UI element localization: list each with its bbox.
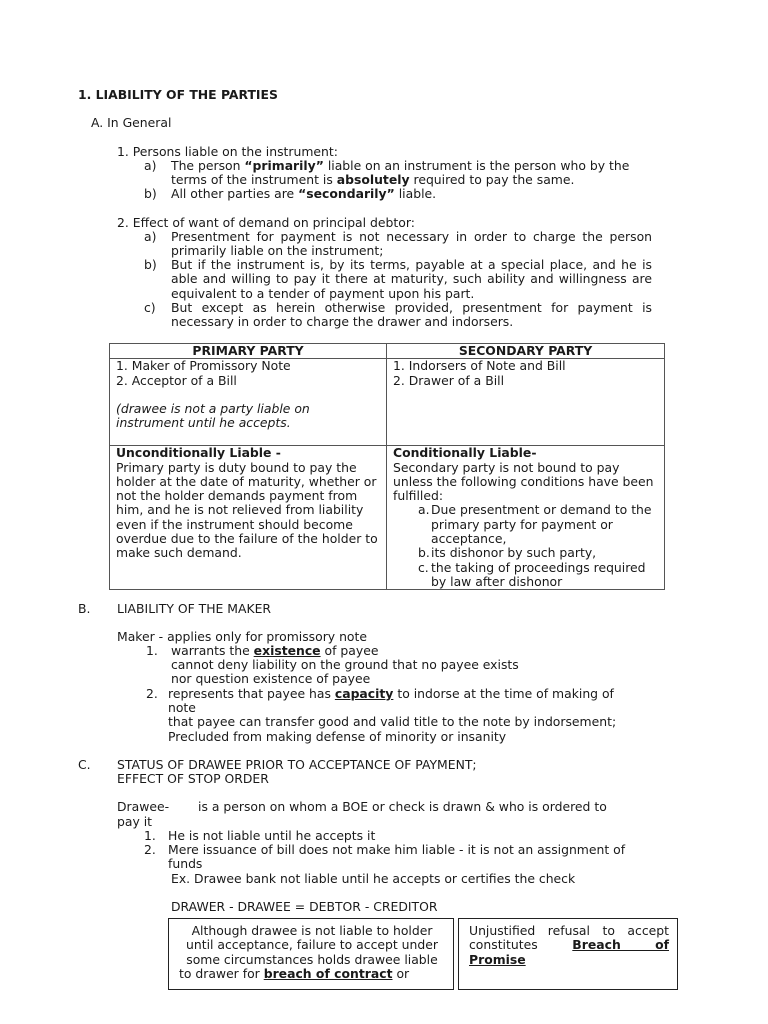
item2-title: 2. Effect of want of demand on principal debtor:: [117, 215, 415, 230]
condition-marker: b.: [418, 545, 430, 561]
condition-marker: a.: [418, 502, 430, 518]
b-p2-line: represents that payee has capacity to indorse at the time of making of: [168, 686, 614, 701]
item2-b-marker: b): [144, 257, 157, 272]
secondary-desc-cell: [387, 446, 665, 590]
condition-item: [393, 503, 658, 546]
item1-b-text: All other parties are “secondarily” liable.: [171, 186, 437, 201]
c-p2-text: Mere issuance of bill does not make him liable - it is not an assignment of: [168, 842, 626, 857]
box2-line: Unjustified refusal to accept: [469, 923, 669, 938]
c-p2-wrap: funds: [168, 856, 203, 871]
b-p2-marker: 2.: [146, 686, 158, 701]
box2-line: Promise: [469, 952, 526, 967]
secondary-list-item: 2. Drawer of a Bill: [393, 372, 505, 388]
condition-item: [393, 561, 658, 590]
drawee-label: Drawee-: [117, 799, 170, 814]
liability-table: [109, 343, 665, 590]
page-heading: 1. LIABILITY OF THE PARTIES: [78, 87, 278, 102]
item1-b-marker: b): [144, 186, 157, 201]
b-p1-sub: nor question existence of payee: [171, 671, 371, 686]
section-b-letter: B.: [78, 601, 91, 616]
section-c-title2: EFFECT OF STOP ORDER: [117, 771, 269, 786]
item1-a-line1: The person “primarily” liable on an instrument is the person who by the: [171, 158, 630, 173]
condition-text: Due presentment or demand to the primary party for payment or acceptance,: [431, 502, 652, 547]
item2-a-marker: a): [144, 229, 157, 244]
b-p1-marker: 1.: [146, 643, 158, 658]
primary-list-cell: [110, 359, 387, 446]
c-p1-marker: 1.: [144, 828, 156, 843]
table-header-primary: PRIMARY PARTY: [110, 344, 387, 359]
item2-a-text: Presentment for payment is not necessary in order to charge the person primarily liable on the instrument;: [171, 229, 652, 259]
box1-line: Although drawee is not liable to holder: [191, 923, 433, 938]
b-p2-wrap: note: [168, 700, 196, 715]
maker-line: Maker - applies only for promissory note: [117, 629, 367, 644]
secondary-list-item: 1. Indorsers of Note and Bill: [393, 358, 566, 374]
section-a-title: A. In General: [91, 115, 172, 130]
box1-line: until acceptance, failure to accept under: [186, 937, 438, 952]
secondary-title: Conditionally Liable-: [393, 445, 537, 461]
box1-line: to drawer for breach of contract or: [179, 966, 410, 981]
box1-line: some circumstances holds drawee liable: [186, 952, 438, 967]
drawee-example: Ex. Drawee bank not liable until he accepts or certifies the check: [171, 871, 576, 886]
b-p2-sub: Precluded from making defense of minority or insanity: [168, 729, 507, 744]
drawee-definition: is a person on whom a BOE or check is drawn & who is ordered to: [198, 799, 607, 814]
b-p1-line: warrants the existence of payee: [171, 643, 379, 658]
item1-a-marker: a): [144, 158, 157, 173]
item2-c-text: But except as herein otherwise provided, presentment for payment is necessary in order to charge the drawer and indorsers.: [171, 300, 652, 330]
item2-b-text: But if the instrument is, by its terms, payable at a special place, and he is able and willing to pay it there at maturity, such ability and willingness are equivalent to a tender of payment upon his part.: [171, 257, 652, 301]
primary-title: Unconditionally Liable -: [116, 445, 281, 461]
section-c-letter: C.: [78, 757, 91, 772]
primary-desc: Primary party is duty bound to pay the holder at the date of maturity, whether or not the holder demands payment from him, and he is not relieved from liability even if the instrument should become overdue due to the failure of the holder to make such demand.: [116, 459, 378, 561]
section-c-title1: STATUS OF DRAWEE PRIOR TO ACCEPTANCE OF PAYMENT;: [117, 757, 477, 772]
secondary-list-cell: [387, 359, 665, 446]
primary-list-item: 1. Maker of Promissory Note: [116, 358, 291, 374]
c-p2-marker: 2.: [144, 842, 156, 857]
section-b-title: LIABILITY OF THE MAKER: [117, 601, 272, 616]
c-p1-text: He is not liable until he accepts it: [168, 828, 376, 843]
item2-c-marker: c): [144, 300, 156, 315]
condition-text: the taking of proceedings required by law after dishonor: [431, 559, 646, 589]
item1-a-line2: terms of the instrument is absolutely required to pay the same.: [171, 172, 575, 187]
condition-text: its dishonor by such party,: [431, 545, 597, 561]
box2-line: constitutes Breach of: [469, 937, 669, 952]
secondary-desc: Secondary party is not bound to pay unless the following conditions have been fulfilled:: [393, 459, 654, 504]
condition-marker: c.: [418, 559, 429, 575]
item1-title: 1. Persons liable on the instrument:: [117, 144, 338, 159]
condition-item: [393, 546, 658, 560]
b-p2-sub: that payee can transfer good and valid title to the note by indorsement;: [168, 714, 617, 729]
drawer-drawee-equation: DRAWER - DRAWEE = DEBTOR - CREDITOR: [171, 899, 438, 914]
table-header-secondary: SECONDARY PARTY: [387, 344, 665, 359]
primary-desc-cell: [110, 446, 387, 590]
breach-of-promise-box: [458, 918, 678, 990]
primary-list-item: 2. Acceptor of a Bill: [116, 372, 237, 388]
primary-note: (drawee is not a party liable on instrument until he accepts.: [116, 400, 310, 430]
drawee-wrap: pay it: [117, 814, 153, 829]
drawee-liability-box: [168, 918, 454, 990]
b-p1-sub: cannot deny liability on the ground that no payee exists: [171, 657, 519, 672]
